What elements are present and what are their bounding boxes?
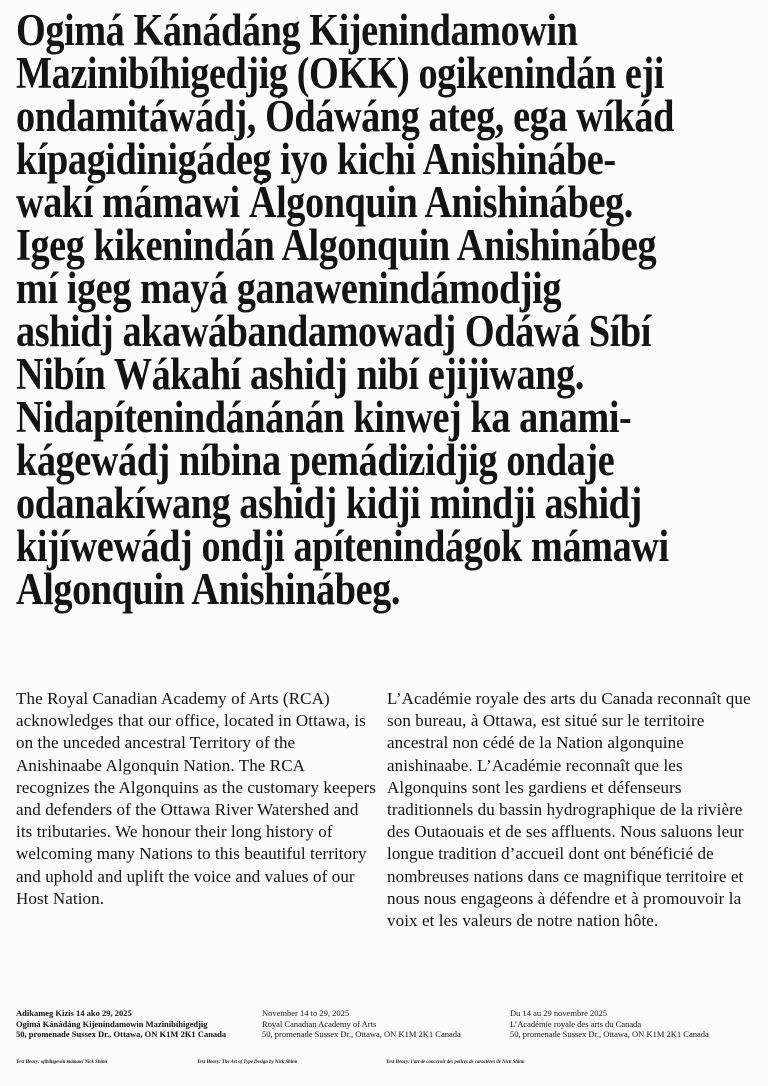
headline-line-text: Ogimá Kánádáng Kijenindamowin (16, 5, 578, 55)
headline-line-text: ondamitáwádj, Ódáwáng ateg, ega wíkád (16, 91, 674, 141)
headline-line (16, 220, 768, 270)
typeface-credit-english: Text Heavy: The Art of Type Design by Nick Shinn (197, 1059, 298, 1065)
organization-name: Royal Canadian Academy of Arts (262, 1018, 377, 1029)
headline-line (16, 392, 768, 442)
organization-name: L’Académie royale des arts du Canada (510, 1018, 642, 1029)
headline-line-text: mí igeg mayá ganawenindámodjig (16, 263, 562, 313)
headline-line (16, 48, 768, 98)
headline-line (16, 478, 768, 528)
headline-line (16, 177, 768, 227)
headline-line-text: Nidapítenindánánán kinwej ka anami- (16, 392, 632, 442)
headline-line-text: kijíwewádj ondji apítenindágok mámawi (16, 521, 669, 571)
acknowledgment-french: L’Académie royale des arts du Canada reconnaît que son bureau, à Ottawa, est situé sur le territoire ancestral non cédé de la Nation algonquine anishinaabe. L’Académie reconnaît que les Algonquins sont les gardiens et défenseurs traditionnels du bassin hydrographique de la rivière des Outaouais et de ses affluents. Nous saluons leur longue tradition d’accueil dont ont bénéficié de nombreuses nations dans ce magnifique territoire et nous nous engageons à défendre et à promouvoir la voix et les valeurs de notre nation hôte. (387, 689, 751, 931)
event-date: Adikameg Kizis 14 ako 29, 2025 (16, 1008, 132, 1018)
headline-line-text: odanakíwang ashidj kidji mindji ashidj (16, 478, 642, 528)
headline-line-text: ashidj akawábandamowadj Odáwá Síbí (16, 306, 651, 356)
headline-line (16, 263, 768, 313)
headline-line (16, 435, 768, 485)
headline-line-text: Mazinibíhigedjig (OKK) ogikenindán eji (16, 48, 664, 98)
headline-line (16, 91, 768, 141)
headline-line-text: kípagidinigádeg iyo kichi Anishinábe- (16, 134, 616, 184)
headline-line-text: Algonquin Anishinábeg. (16, 564, 400, 614)
typeface-credit-french: Text Heavy: l’art de concevoir des polices de caractères de Nick Shinn (386, 1059, 525, 1065)
headline-line (16, 521, 768, 571)
address: 50, promenade Sussex Dr., Ottawa, ON K1M 2K1 Canada (510, 1029, 709, 1039)
headline-line-text: Nibín Wákahí ashidj nibí ejijiwang. (16, 349, 584, 399)
event-date: November 14 to 29, 2025 (262, 1008, 350, 1018)
organization-name: Ogimá Kánádáng Kijenindamowin Mazinibíhigedjig (16, 1018, 208, 1029)
address: 50, promenade Sussex Dr., Ottawa, ON K1M 2K1 Canada (262, 1029, 461, 1039)
event-date: Du 14 au 29 novembre 2025 (510, 1008, 608, 1018)
headline-line (16, 134, 768, 184)
footer-column-french (510, 1008, 755, 1040)
footer-column-anishinaabemowin (16, 1008, 261, 1040)
typeface-credit-anishinaabemowin: Text Heavy: ojibíhigewin mámawí Nick Shinn (16, 1059, 108, 1065)
headline-line (16, 5, 768, 55)
headline-line (16, 564, 768, 614)
headline-anishinaabemowin (16, 5, 768, 614)
headline-line (16, 306, 768, 356)
address: 50, promenade Sussex Dr., Ottawa, ON K1M 2K1 Canada (16, 1029, 227, 1039)
headline-line-text: wakí mámawi Álgonquin Anishinábeg. (16, 177, 633, 227)
headline-line (16, 349, 768, 399)
acknowledgment-english: The Royal Canadian Academy of Arts (RCA) acknowledges that our office, located in Ottawa, is on the unceded ancestral Territory of the Anishinaabe Algonquin Nation. The RCA recognizes the Algonquins as the customary keepers and defenders of the Ottawa River Watershed and its tributaries. We honour their long history of welcoming many Nations to this beautiful territory and uphold and uplift the voice and values of our Host Nation. (16, 689, 377, 908)
headline-line-text: kágewádj níbina pemádizidjig ondaje (16, 435, 615, 485)
headline-line-text: Igeg kikenindán Algonquin Anishinábeg (16, 220, 657, 270)
footer-column-english (262, 1008, 507, 1040)
